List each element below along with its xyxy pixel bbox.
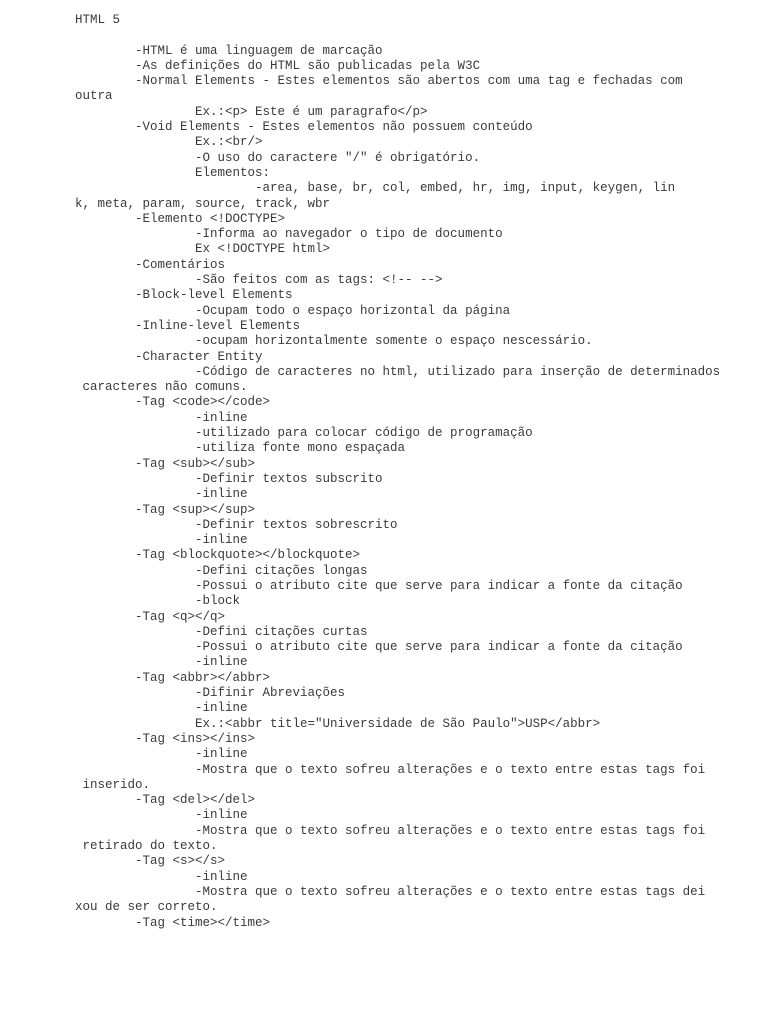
document-line: Elementos: <box>75 165 271 180</box>
document-line: -Tag <s></s> <box>75 854 226 869</box>
document-line: -Tag <sub></sub> <box>75 456 256 471</box>
document-line: -Tag <blockquote></blockquote> <box>75 548 361 563</box>
document-line <box>75 28 755 43</box>
document-line: -Elemento <!DOCTYPE> <box>75 211 286 226</box>
document-line: -Comentários <box>75 257 226 272</box>
document-line: -Possui o atributo cite que serve para indicar a fonte da citação <box>75 578 683 593</box>
document-line: outra <box>75 89 113 104</box>
document-line: -ocupam horizontalmente somente o espaço nescessário. <box>75 334 593 349</box>
document-line: -utiliza fonte mono espaçada <box>75 441 406 456</box>
document-line: -Ocupam todo o espaço horizontal da página <box>75 303 511 318</box>
document-line: k, meta, param, source, track, wbr <box>75 196 331 211</box>
document-line: caracteres não comuns. <box>75 380 248 395</box>
document-line: -Block-level Elements <box>75 288 293 303</box>
document-line: -Código de caracteres no html, utilizado para inserção de determinados <box>75 364 721 379</box>
document-line: -HTML é uma linguagem de marcação <box>75 43 383 58</box>
document-line: -Tag <code></code> <box>75 395 271 410</box>
document-line: -As definições do HTML são publicadas pela W3C <box>75 58 481 73</box>
document-line: -Difinir Abreviações <box>75 686 346 701</box>
document-line: -Tag <time></time> <box>75 915 271 930</box>
document-line: -area, base, br, col, embed, hr, img, input, keygen, lin <box>75 181 676 196</box>
document-line: -utilizado para colocar código de programação <box>75 426 533 441</box>
document-line: -Possui o atributo cite que serve para indicar a fonte da citação <box>75 640 683 655</box>
document-line: -inline <box>75 808 248 823</box>
document-line: -Mostra que o texto sofreu alterações e o texto entre estas tags foi <box>75 762 706 777</box>
document-title: HTML 5 <box>75 13 121 27</box>
document-line: xou de ser correto. <box>75 900 218 915</box>
document-line: retirado do texto. <box>75 839 218 854</box>
document-line: -Mostra que o texto sofreu alterações e o texto entre estas tags dei <box>75 884 706 899</box>
document-line: -inline <box>75 487 248 502</box>
document-line: -inline <box>75 655 248 670</box>
document-line: -Tag <del></del> <box>75 793 256 808</box>
document-line: -inline <box>75 869 248 884</box>
document-line: -inline <box>75 410 248 425</box>
document-line: -Tag <sup></sup> <box>75 502 256 517</box>
document-line: -inline <box>75 747 248 762</box>
document-line: -inline <box>75 701 248 716</box>
document-line: -Definir textos sobrescrito <box>75 517 398 532</box>
document-line: -Tag <ins></ins> <box>75 731 256 746</box>
document-line: -São feitos com as tags: <!-- --> <box>75 273 443 288</box>
document-line: -Inline-level Elements <box>75 318 301 333</box>
document-line: -O uso do caractere "/" é obrigatório. <box>75 150 481 165</box>
document-line: -Tag <abbr></abbr> <box>75 670 271 685</box>
document-line: -Normal Elements - Estes elementos são abertos com uma tag e fechadas com <box>75 74 683 89</box>
document-line: Ex.:<br/> <box>75 135 263 150</box>
document-line: -Informa ao navegador o tipo de documento <box>75 227 503 242</box>
document-line: -block <box>75 594 241 609</box>
document-line: -Mostra que o texto sofreu alterações e o texto entre estas tags foi <box>75 823 706 838</box>
document-line: -Defini citações curtas <box>75 624 368 639</box>
document-line: Ex.:<p> Este é um paragrafo</p> <box>75 104 428 119</box>
document-line: inserido. <box>75 777 151 792</box>
document-line: Ex <!DOCTYPE html> <box>75 242 331 257</box>
document-text <box>75 13 755 931</box>
document-line: -Definir textos subscrito <box>75 471 383 486</box>
document-line: -Void Elements - Estes elementos não possuem conteúdo <box>75 120 533 135</box>
document-line: -Character Entity <box>75 349 263 364</box>
document-line: -inline <box>75 533 248 548</box>
document-line: Ex.:<abbr title="Universidade de São Paulo">USP</abbr> <box>75 716 601 731</box>
document-line: -Tag <q></q> <box>75 609 226 624</box>
document-line: -Defini citações longas <box>75 563 368 578</box>
